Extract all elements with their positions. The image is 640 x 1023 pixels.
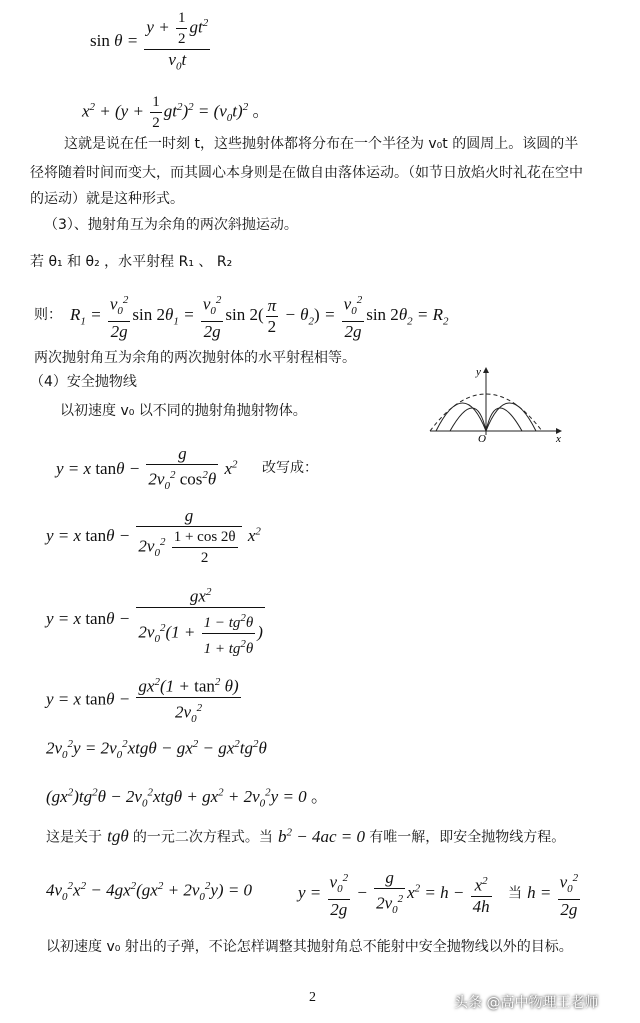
equation-circle: $x^2 + (y$ + $\frac{1}{2}$ $gt^2)^2 = (v_0t)^2$ 。 — [82, 94, 270, 131]
paragraph-line: 这就是说在任一时刻 t，这些抛射体都将分布在一个半径为 v₀t 的圆周上。该圆的半 — [64, 136, 579, 152]
when-label: 当 — [508, 885, 522, 902]
trajectory-figure — [426, 365, 566, 445]
paragraph-line: 以初速度 v₀ 射出的子弹，不论怎样调整其抛射角总不能射中安全抛物线以外的目标。 — [46, 939, 573, 955]
rewrite-label: 改写成： — [262, 460, 318, 476]
paragraph-line: 以初速度 v₀ 以不同的抛射角抛射物体。 — [60, 403, 307, 419]
equation-step-3: y = x tanθ − $\frac{gx^2(1 + \tan^2 \theta)}{2v_0^2}$ — [46, 672, 243, 729]
trajectory-curve — [436, 403, 486, 431]
x-axis-label: x — [556, 433, 561, 445]
then-label: 则： — [34, 307, 62, 323]
equation-sin-theta: sin θ = y + $\frac{1}{2}$ $gt^2$ $v_0t$ — [90, 10, 209, 73]
paragraph-line: 径将随着时间而变大，而其圆心本身则是在做自由落体运动。（如节日放焰火时礼花在空中 — [30, 165, 583, 181]
origin-label: O — [478, 433, 486, 445]
equation-range: $R_1$ = $\frac{v_0^2}{2g}$ $\sin 2\theta_1$ = $\frac{v_0^2}{2g}$ sin 2( $\frac{\pi}{2}$ − $\theta_2$) = $\frac{v_0^2}{2g}$ $\sin 2\theta_2 = R_2$ — [70, 290, 449, 342]
equation-step-1: y = x tanθ − g $2v_0^2$ $\frac{1 + \cos 2\theta}{2}$ $x^2$ — [46, 506, 261, 566]
sentence-part: 有唯一解，即安全抛物线方程。 — [369, 829, 566, 846]
sentence-part: 的一元二次方程式。当 — [132, 829, 273, 846]
y-axis-arrow — [483, 367, 489, 373]
section-heading-3: （3）、抛射角互为余角的两次斜抛运动。 — [44, 217, 298, 233]
equation-trajectory: y = x tanθ − $\frac{g}{2v_0^2 \cos^2\theta}$ $x^2$ — [56, 444, 238, 493]
equation-step-2: y = x tanθ − $gx^2$ $2v_0^2(1$ + $\frac{1 - tg^2\theta}{1 + tg^2\theta}$ ) — [46, 582, 267, 659]
equation-discriminant: $4v_0^2x^2 - 4gx^2(gx^2 + 2v_0^2y) = 0$ — [46, 880, 253, 904]
watermark: 头条 @高中物理王老师 — [454, 995, 599, 1011]
equation-h: 当 h = $\frac{v_0^2}{2g}$ — [508, 868, 582, 920]
equation-safety-parabola: y = $\frac{v_0^2}{2g}$ − $\frac{g}{2v_0^2}$ $x^2 = h$ − $\frac{x^2}{4h}$ — [298, 868, 490, 920]
y-axis-label: y — [476, 366, 481, 378]
paragraph-line: 若 θ₁ 和 θ₂ ，水平射程 R₁ 、 R₂ — [30, 254, 233, 270]
equation-step-5: $(gx^2)tg^2\theta - 2v_0^2xtg\theta + gx^2 + 2v_0^2y = 0$ 。 — [46, 786, 328, 810]
sentence-part: 这是关于 — [46, 829, 102, 846]
equation-step-4: $2v_0^2y = 2v_0^2xtg\theta - gx^2 - gx^2tg^2\theta$ — [46, 738, 267, 762]
quadratic-sentence: 这是关于 tgθ 的一元二次方程式。当 $b^2 - 4ac = 0$ 有唯一解，即安全抛物线方程。 — [46, 826, 566, 846]
section-heading-4: （4）安全抛物线 — [30, 374, 137, 390]
paragraph-line: 的运动）就是这种形式。 — [30, 191, 184, 207]
page-number: 2 — [309, 990, 316, 1005]
paragraph-line: 两次抛射角互为余角的两次抛射体的水平射程相等。 — [34, 350, 356, 366]
trajectory-curve — [486, 403, 536, 431]
